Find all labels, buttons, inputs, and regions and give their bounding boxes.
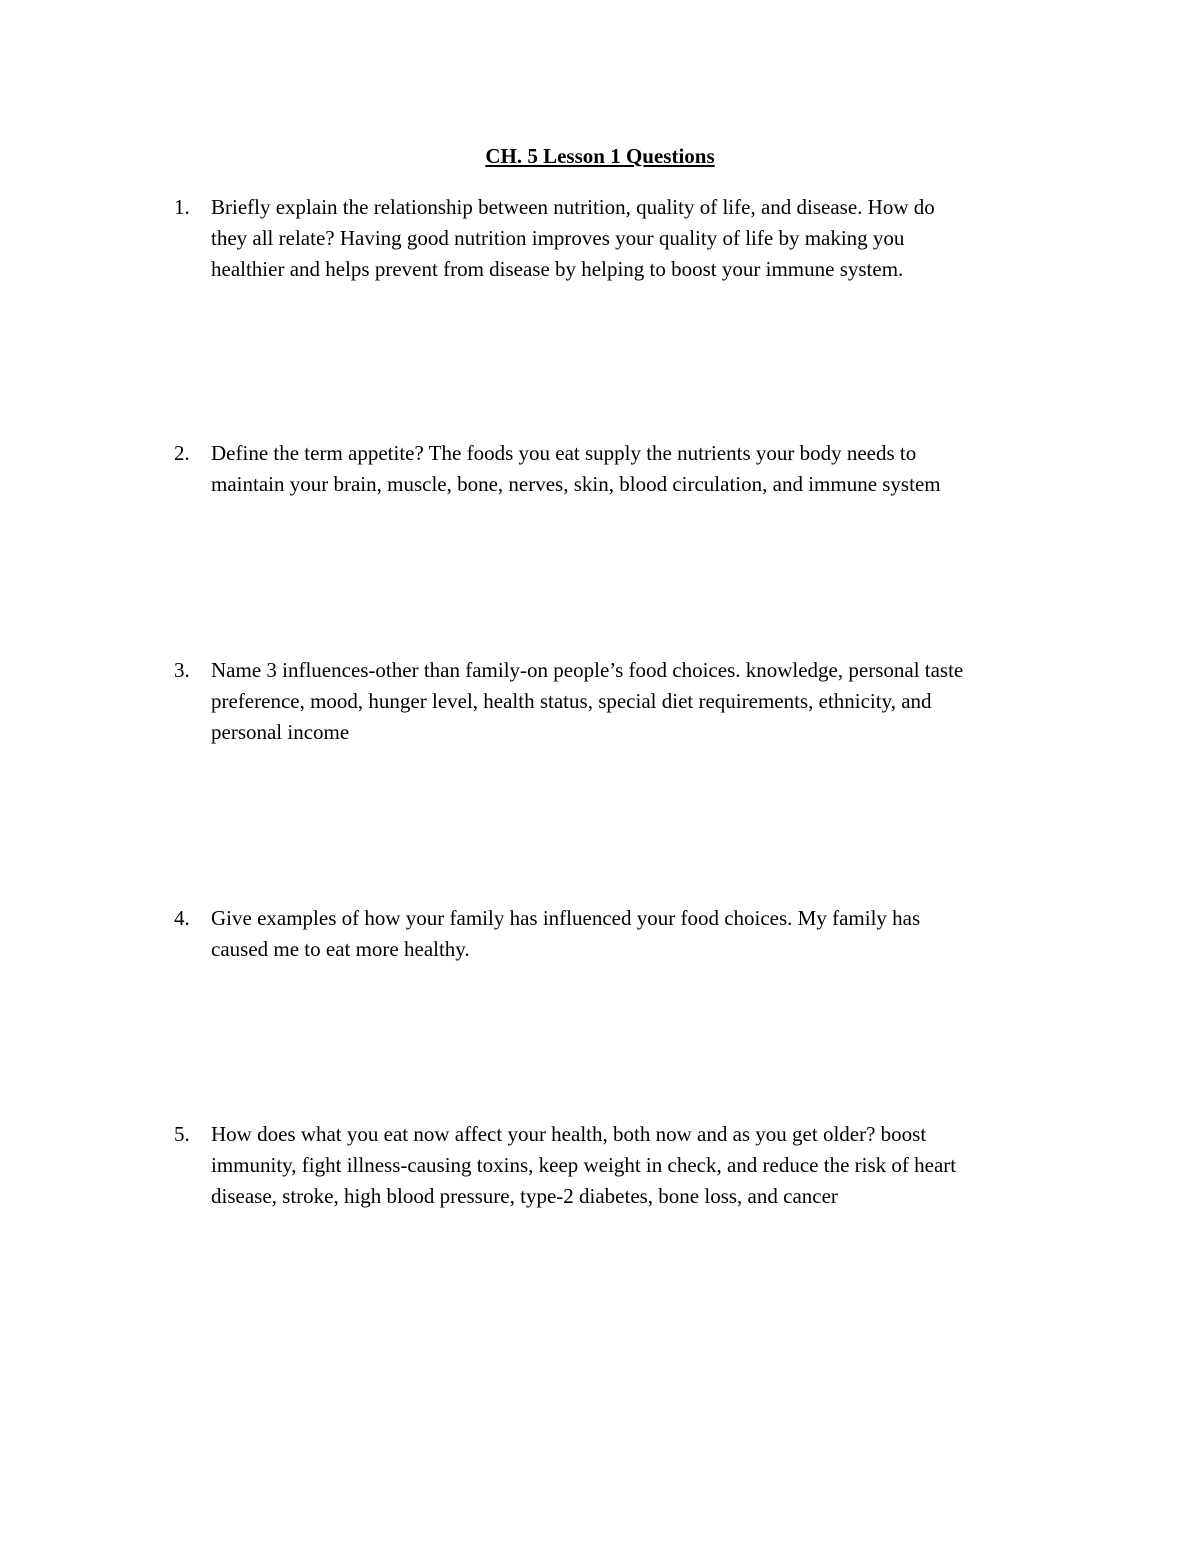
question-line: Briefly explain the relationship between nutrition, quality of life, and disease. How do: [211, 195, 935, 219]
question-item: [174, 1119, 1074, 1212]
question-number: 2.: [174, 441, 190, 465]
question-text: [211, 438, 1074, 500]
question-text: [211, 192, 1074, 285]
question-line: personal income: [211, 720, 350, 744]
question-line: caused me to eat more healthy.: [211, 937, 470, 961]
question-text: [211, 1119, 1074, 1212]
question-line: healthier and helps prevent from disease by helping to boost your immune system.: [211, 257, 904, 281]
question-line: How does what you eat now affect your health, both now and as you get older? boost: [211, 1122, 927, 1146]
question-item: [174, 192, 1074, 285]
question-line: maintain your brain, muscle, bone, nerves, skin, blood circulation, and immune system: [211, 472, 941, 496]
question-number: 1.: [174, 195, 190, 219]
question-line: immunity, fight illness-causing toxins, keep weight in check, and reduce the risk of heart: [211, 1153, 957, 1177]
question-line: Define the term appetite? The foods you eat supply the nutrients your body needs to: [211, 441, 917, 465]
question-item: [174, 438, 1074, 500]
question-line: preference, mood, hunger level, health status, special diet requirements, ethnicity, and: [211, 689, 932, 713]
question-line: Name 3 influences-other than family-on people’s food choices. knowledge, personal taste: [211, 658, 964, 682]
question-line: disease, stroke, high blood pressure, type-2 diabetes, bone loss, and cancer: [211, 1184, 838, 1208]
question-text: [211, 655, 1074, 748]
question-line: Give examples of how your family has influenced your food choices. My family has: [211, 906, 921, 930]
question-text: [211, 903, 1074, 965]
question-number: 3.: [174, 658, 190, 682]
question-line: they all relate? Having good nutrition improves your quality of life by making you: [211, 226, 905, 250]
question-number: 5.: [174, 1122, 190, 1146]
question-item: [174, 903, 1074, 965]
question-item: [174, 655, 1074, 748]
page-title: CH. 5 Lesson 1 Questions: [485, 144, 715, 168]
question-number: 4.: [174, 906, 190, 930]
